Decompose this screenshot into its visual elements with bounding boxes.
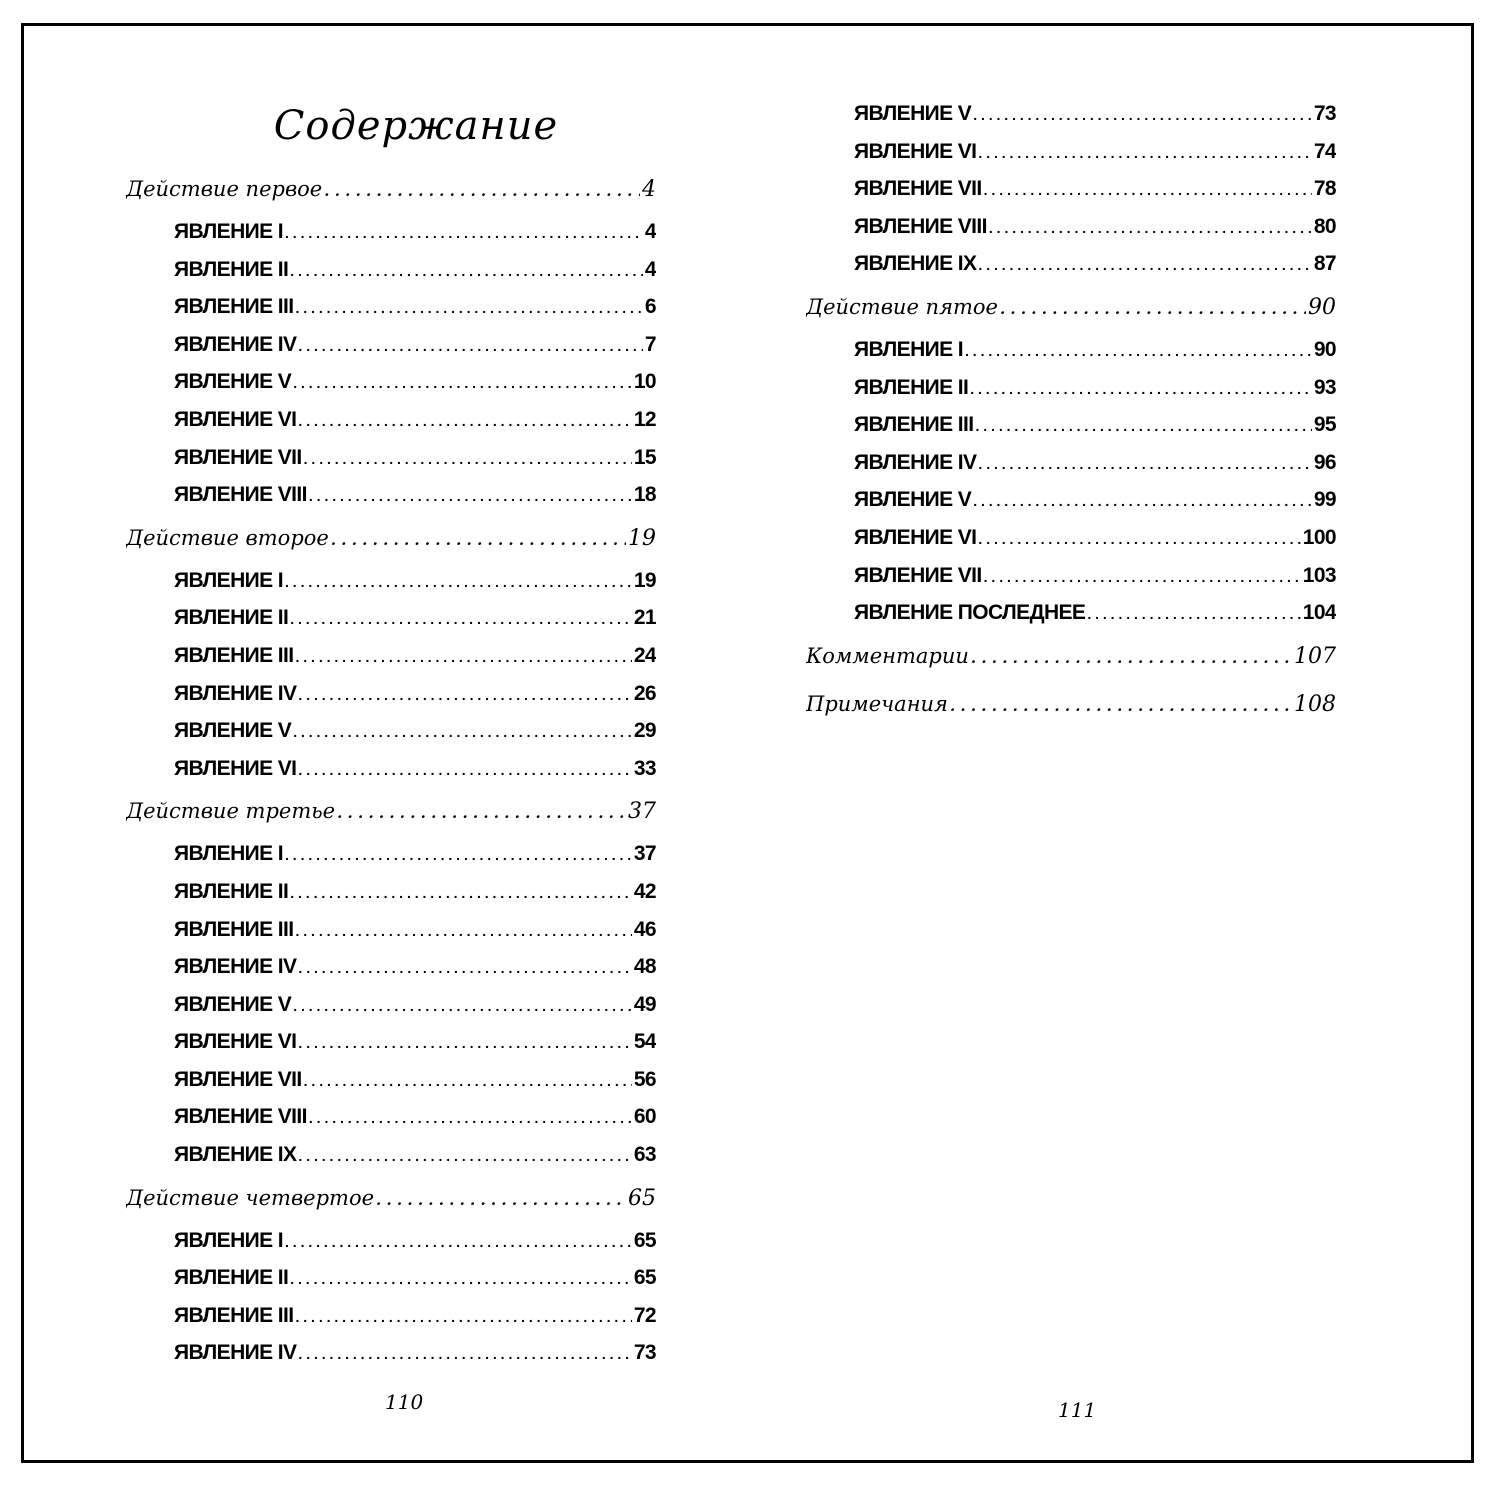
scene-label: ЯВЛЕНИЕ VII [854, 177, 982, 201]
scene-label: ЯВЛЕНИЕ II [174, 879, 289, 903]
scene-entry[interactable] [126, 1136, 656, 1174]
scene-entry[interactable] [806, 594, 1336, 632]
page-ref: 29 [633, 719, 656, 743]
right-page [806, 95, 1336, 728]
dot-leader [304, 439, 632, 477]
dot-leader [298, 1136, 631, 1174]
page-ref: 15 [633, 445, 656, 469]
page-ref: 4 [642, 177, 656, 202]
page-ref: 63 [633, 1143, 656, 1167]
scene-entry[interactable] [126, 1297, 656, 1335]
act-title: Действие первое [126, 177, 323, 201]
dot-leader [324, 165, 640, 213]
act-entry[interactable] [806, 283, 1336, 331]
dot-leader [973, 95, 1312, 133]
scene-label: ЯВЛЕНИЕ IX [854, 252, 977, 276]
scene-label: ЯВЛЕНИЕ III [174, 295, 294, 319]
appendix-entry[interactable] [806, 680, 1336, 728]
scene-label: ЯВЛЕНИЕ I [174, 220, 284, 243]
dot-leader [984, 170, 1312, 208]
scene-label: ЯВЛЕНИЕ III [174, 643, 294, 667]
dot-leader [309, 1098, 632, 1136]
page-ref: 37 [633, 842, 656, 866]
dot-leader [295, 288, 642, 326]
scene-entry[interactable] [126, 986, 656, 1024]
page-ref: 26 [633, 681, 656, 705]
page-ref: 4 [644, 220, 656, 243]
dot-leader [970, 369, 1312, 407]
dot-leader [978, 519, 1300, 557]
dot-leader [950, 680, 1292, 728]
page-ref: 74 [1313, 139, 1336, 163]
scene-label: ЯВЛЕНИЕ VIII [174, 483, 307, 507]
act-entry[interactable] [126, 787, 656, 835]
page-ref: 103 [1302, 563, 1336, 587]
page-number-left: 110 [385, 1390, 424, 1414]
dot-leader [1000, 283, 1306, 331]
scene-entry[interactable] [126, 562, 656, 600]
dot-leader [293, 363, 632, 401]
scene-entry[interactable] [126, 1259, 656, 1297]
scene-label: ЯВЛЕНИЕ IX [174, 1143, 297, 1167]
page-ref: 19 [628, 525, 656, 551]
dot-leader [295, 911, 631, 949]
scene-entry[interactable] [126, 835, 656, 873]
scene-label: ЯВЛЕНИЕ VI [174, 756, 297, 780]
page-ref: 12 [633, 407, 656, 431]
dot-leader [290, 251, 643, 289]
dot-leader [337, 787, 626, 835]
page-ref: 72 [633, 1303, 656, 1327]
act-title: Действие второе [126, 525, 329, 550]
page-number-right: 111 [1058, 1398, 1097, 1422]
scene-label: ЯВЛЕНИЕ V [174, 992, 292, 1016]
scene-entry[interactable] [126, 712, 656, 750]
page-ref: 42 [633, 879, 656, 903]
dot-leader [973, 481, 1312, 519]
page-ref: 49 [633, 992, 656, 1016]
scene-label: ЯВЛЕНИЕ III [174, 917, 294, 941]
dot-leader [971, 632, 1292, 680]
scene-entry[interactable] [806, 519, 1336, 557]
scene-label: ЯВЛЕНИЕ VI [854, 525, 977, 549]
dot-leader [290, 1259, 632, 1297]
scene-entry[interactable] [806, 331, 1336, 369]
scene-entry[interactable] [806, 170, 1336, 208]
act-title: Примечания [806, 691, 948, 716]
page-ref: 96 [1313, 450, 1336, 474]
scene-label: ЯВЛЕНИЕ IV [174, 332, 297, 356]
dot-leader [989, 208, 1312, 246]
page-ref: 95 [1313, 413, 1336, 437]
scene-label: ЯВЛЕНИЕ V [174, 719, 292, 743]
page-ref: 21 [633, 606, 656, 630]
scene-label: ЯВЛЕНИЕ VI [854, 139, 977, 163]
dot-leader [285, 835, 632, 873]
dot-leader [309, 476, 632, 514]
scene-entry[interactable] [126, 251, 656, 289]
scene-label: ЯВЛЕНИЕ IV [174, 1341, 297, 1365]
page-ref: 60 [633, 1105, 656, 1129]
scene-label: ЯВЛЕНИЕ VII [174, 445, 302, 469]
page-ref: 54 [633, 1030, 656, 1054]
dot-leader [1087, 594, 1300, 632]
page-ref: 65 [633, 1266, 656, 1290]
scene-entry[interactable] [126, 675, 656, 713]
scene-label: ЯВЛЕНИЕ I [174, 1228, 284, 1252]
scene-label: ЯВЛЕНИЕ II [854, 375, 969, 399]
dot-leader [295, 1297, 631, 1335]
page-ref: 73 [1313, 102, 1336, 125]
scene-entry[interactable] [126, 873, 656, 911]
page-ref: 99 [1313, 488, 1336, 512]
page-ref: 46 [633, 917, 656, 941]
scene-label: ЯВЛЕНИЕ III [854, 413, 974, 437]
scene-label: ЯВЛЕНИЕ IV [174, 681, 297, 705]
dot-leader [965, 331, 1312, 369]
act-title: Действие пятое [806, 294, 998, 319]
scene-entry[interactable] [806, 369, 1336, 407]
page-ref: 10 [633, 370, 656, 394]
dot-leader [331, 514, 626, 562]
scene-entry[interactable] [126, 326, 656, 364]
dot-leader [978, 245, 1311, 283]
scene-entry[interactable] [806, 557, 1336, 595]
dot-leader [285, 1222, 632, 1260]
scene-label: ЯВЛЕНИЕ VIII [854, 214, 987, 238]
page-ref: 33 [633, 756, 656, 780]
scene-entry[interactable] [126, 1023, 656, 1061]
scene-label: ЯВЛЕНИЕ I [854, 337, 964, 361]
scene-label: ЯВЛЕНИЕ IV [174, 955, 297, 979]
scene-label: ЯВЛЕНИЕ I [174, 842, 284, 866]
dot-leader [975, 406, 1311, 444]
toc-list-left [126, 165, 656, 1372]
act-title: Действие четвертое [126, 1185, 375, 1210]
dot-leader [285, 562, 632, 600]
dot-leader [984, 557, 1301, 595]
scene-entry[interactable] [126, 1334, 656, 1372]
scene-entry[interactable] [126, 948, 656, 986]
scene-label: ЯВЛЕНИЕ II [174, 1266, 289, 1290]
act-title: Комментарии [806, 643, 969, 668]
dot-leader [978, 444, 1311, 482]
page-ref: 90 [1308, 294, 1336, 320]
scene-entry[interactable] [806, 95, 1336, 133]
dot-leader [298, 1023, 631, 1061]
dot-leader [298, 1334, 631, 1372]
scene-label: ЯВЛЕНИЕ V [174, 370, 292, 394]
dot-leader [293, 712, 632, 750]
scene-entry[interactable] [806, 133, 1336, 171]
dot-leader [295, 637, 631, 675]
page-ref: 100 [1302, 525, 1336, 549]
page-ref: 65 [628, 1185, 656, 1211]
page-ref: 4 [644, 257, 656, 281]
page-ref: 24 [633, 643, 656, 667]
scene-label: ЯВЛЕНИЕ VII [854, 563, 982, 587]
scene-label: ЯВЛЕНИЕ II [174, 606, 289, 630]
scene-entry[interactable] [126, 1222, 656, 1260]
scene-label: ЯВЛЕНИЕ VI [174, 407, 297, 431]
scene-label: ЯВЛЕНИЕ VII [174, 1067, 302, 1091]
scene-entry[interactable] [126, 750, 656, 788]
scene-label: ЯВЛЕНИЕ V [854, 102, 972, 125]
page-ref: 104 [1302, 601, 1336, 625]
dot-leader [298, 948, 631, 986]
scene-label: ЯВЛЕНИЕ II [174, 257, 289, 281]
left-page [126, 95, 656, 1372]
page-ref: 78 [1313, 177, 1336, 201]
page-ref: 18 [633, 483, 656, 507]
scene-label: ЯВЛЕНИЕ V [854, 488, 972, 512]
scene-entry[interactable] [126, 476, 656, 514]
page-ref: 87 [1313, 252, 1336, 276]
page-ref: 107 [1294, 643, 1336, 669]
scene-entry[interactable] [126, 1061, 656, 1099]
page-ref: 37 [628, 799, 656, 825]
scene-label: ЯВЛЕНИЕ VI [174, 1030, 297, 1054]
scene-entry[interactable] [806, 406, 1336, 444]
scene-label: ЯВЛЕНИЕ III [174, 1303, 294, 1327]
page-ref: 108 [1294, 691, 1336, 717]
scene-label: ЯВЛЕНИЕ IV [854, 450, 977, 474]
page-ref: 90 [1313, 337, 1336, 361]
scene-entry[interactable] [126, 637, 656, 675]
dot-leader [290, 873, 632, 911]
page-ref: 56 [633, 1067, 656, 1091]
scene-entry[interactable] [806, 245, 1336, 283]
scene-entry[interactable] [126, 911, 656, 949]
page-ref: 65 [633, 1228, 656, 1252]
scene-entry[interactable] [126, 363, 656, 401]
toc-list-right [806, 95, 1336, 728]
scene-entry[interactable] [126, 439, 656, 477]
scene-entry[interactable] [806, 208, 1336, 246]
dot-leader [978, 133, 1311, 171]
dot-leader [293, 986, 632, 1024]
scene-entry[interactable] [806, 481, 1336, 519]
scene-entry[interactable] [806, 444, 1336, 482]
page-ref: 19 [633, 568, 656, 592]
dot-leader [298, 326, 642, 364]
scene-entry[interactable] [126, 213, 656, 251]
dot-leader [298, 675, 631, 713]
page-ref: 73 [633, 1341, 656, 1365]
page-ref: 7 [644, 332, 656, 356]
dot-leader [298, 750, 631, 788]
dot-leader [298, 401, 631, 439]
page-ref: 48 [633, 955, 656, 979]
scene-entry[interactable] [126, 599, 656, 637]
act-entry[interactable] [126, 514, 656, 562]
scene-entry[interactable] [126, 401, 656, 439]
dot-leader [376, 1174, 626, 1222]
act-title: Действие третье [126, 799, 336, 824]
toc-title: Содержание [273, 103, 559, 149]
appendix-entry[interactable] [806, 632, 1336, 680]
page-ref: 6 [644, 295, 656, 319]
page-ref: 80 [1313, 214, 1336, 238]
scene-label: ЯВЛЕНИЕ I [174, 568, 284, 592]
scene-label: ЯВЛЕНИЕ VIII [174, 1105, 307, 1129]
act-entry[interactable] [126, 1174, 656, 1222]
scene-entry[interactable] [126, 288, 656, 326]
scene-entry[interactable] [126, 1098, 656, 1136]
page-ref: 93 [1313, 375, 1336, 399]
scene-label: ЯВЛЕНИЕ ПОСЛЕДНЕЕ [854, 601, 1086, 625]
dot-leader [285, 213, 643, 251]
dot-leader [290, 599, 632, 637]
dot-leader [304, 1061, 632, 1099]
act-entry[interactable] [126, 165, 656, 213]
